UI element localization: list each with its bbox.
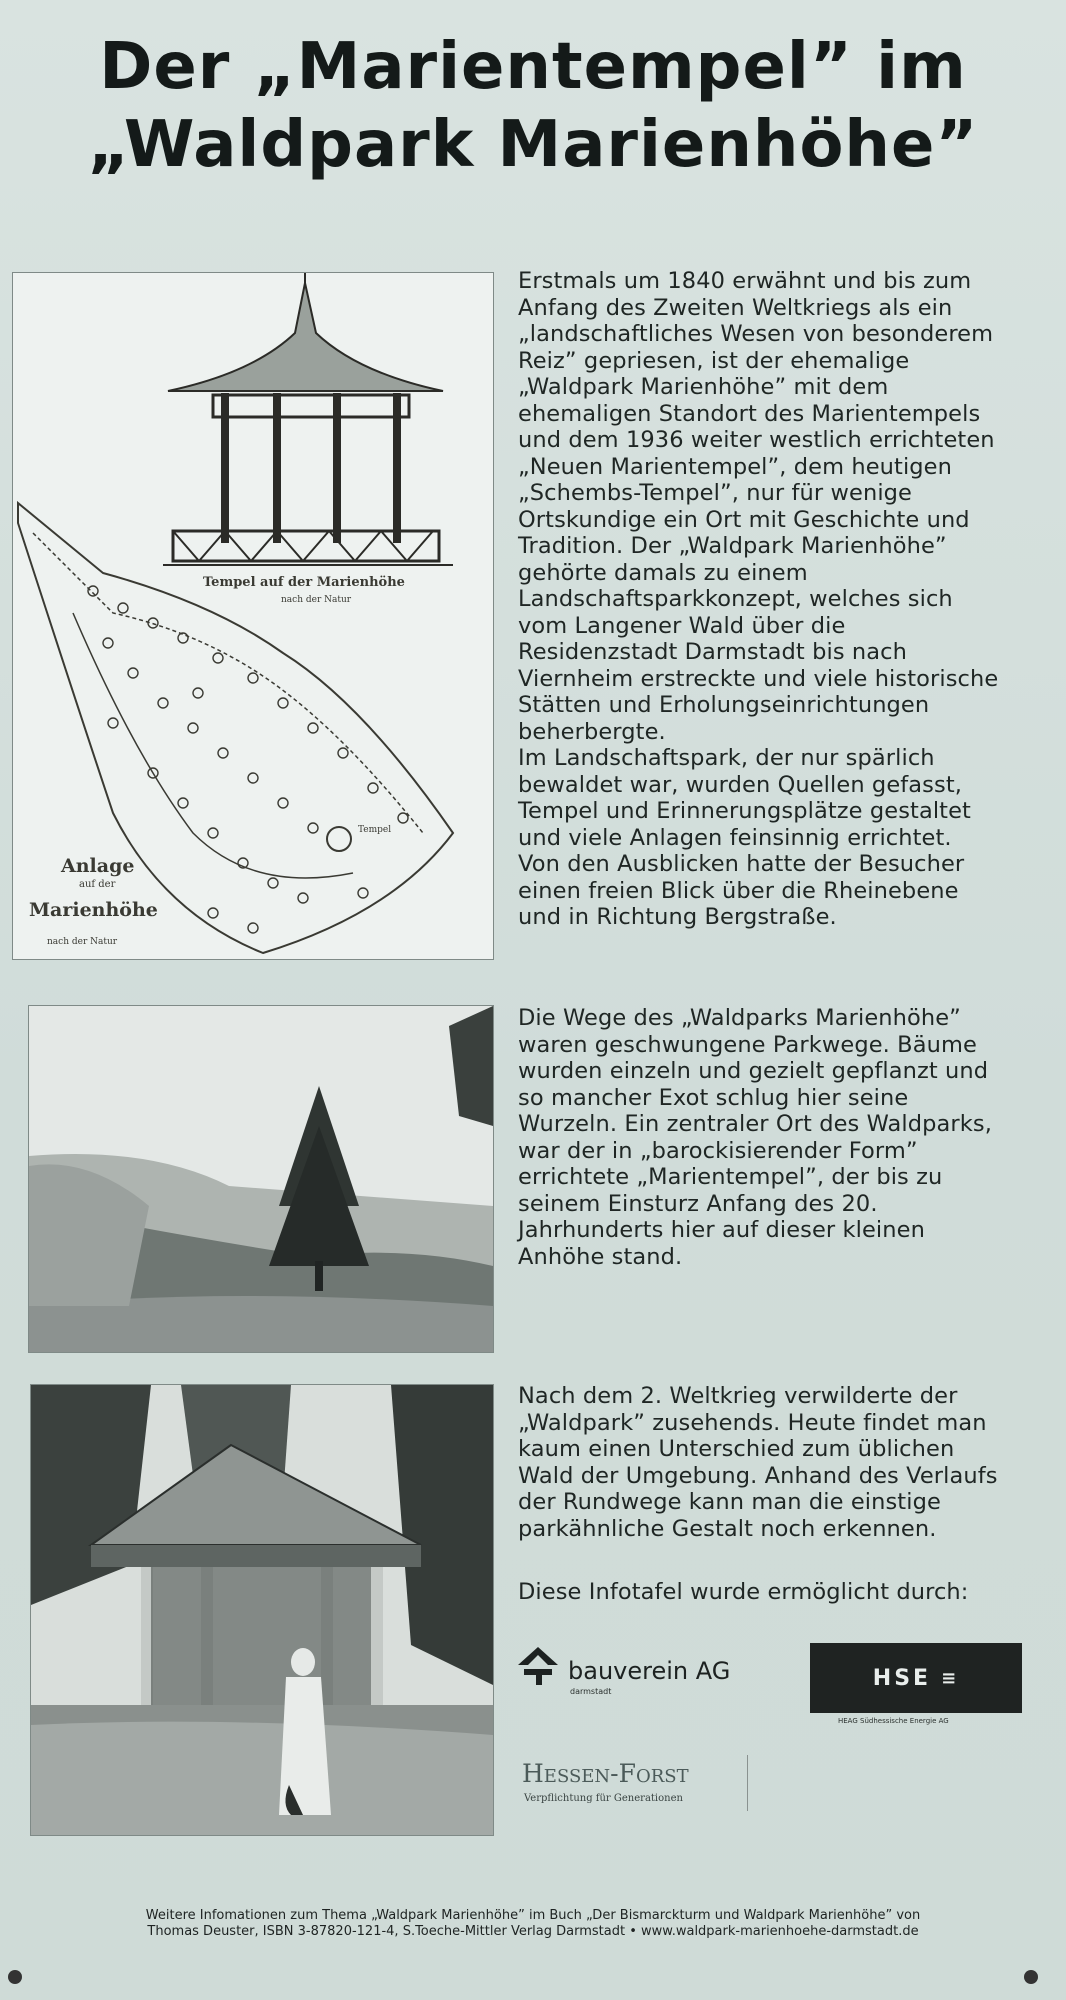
hse-subtitle: HEAG Südhessische Energie AG: [838, 1717, 949, 1725]
bauverein-name: bauverein AG: [568, 1657, 731, 1685]
historic-temple-photo: [30, 1384, 494, 1836]
bauverein-sub: darmstadt: [570, 1687, 612, 1696]
bauverein-emblem-icon: [516, 1645, 560, 1685]
title-line-2: „Waldpark Marienhöhe”: [87, 108, 979, 182]
landscape-drawing: [29, 1006, 493, 1352]
footer-line-1: Weitere Infomationen zum Thema „Waldpark Marienhöhe” im Buch „Der Bismarckturm und Waldpark Marienhöhe” von: [145, 1908, 921, 1923]
title-line-1: Der „Marientempel” im: [99, 30, 967, 104]
footer-info: [30, 1908, 1036, 1940]
bauverein-logo: [516, 1645, 746, 1705]
footer-line-2: Thomas Deuster, ISBN 3-87820-121-4, S.Toeche-Mittler Verlag Darmstadt • www.waldpark-marienhoehe-darmstadt.de: [147, 1924, 919, 1939]
park-landscape-photo: [28, 1005, 494, 1353]
caption-tempel: Tempel auf der Marienhöhe: [203, 575, 405, 590]
temple-map-engraving: [12, 272, 494, 960]
temple-photo-drawing: [31, 1385, 493, 1835]
caption-anlage: Anlage: [61, 855, 135, 877]
map-label-tempel: Tempel: [358, 825, 392, 835]
hessen-forst-name: Hessen-Forst: [522, 1759, 689, 1788]
sponsor-intro: Diese Infotafel wurde ermöglicht durch:: [518, 1579, 969, 1605]
screw-right-icon: [1024, 1970, 1038, 1984]
hessen-forst-logo: [522, 1755, 748, 1811]
hessen-forst-sub: Verpflichtung für Generationen: [524, 1793, 683, 1804]
paragraph-history: Erstmals um 1840 erwähnt und bis zum Anfang des Zweiten Weltkriegs als ein „landschaftliches Wesen von besonderem Reiz” gepriesen, ist der ehemalige „Waldpark Marienhöhe” mit dem ehemaligen Standort des Marientempels und dem 1936 weiter westlich errichteten „Neuen Marientempel”, dem heutigen „Schembs-Tempel”, nur für wenige Ortskundige ein Ort mit Geschichte und Tradition. Der „Waldpark Marienhöhe” gehörte damals zu einem Landschaftsparkkonzept, welches sich vom Langener Wald über die Residenzstadt Darmstadt bis nach Viernheim erstreckte und viele historische Stätten und Erholungseinrichtungen beherbergte. Im Landschaftspark, der nur spärlich bewaldet war, wurden Quellen gefasst, Tempel und Erinnerungsplätze gestaltet und viele Anlagen feinsinnig errichtet. Von den Ausblicken hatte der Besucher einen freien Blick über die Rheinebene und in Richtung Bergstraße.: [518, 268, 999, 930]
paragraph-paths: Die Wege des „Waldparks Marienhöhe” waren geschwungene Parkwege. Bäume wurden einzeln und gezielt gepflanzt und so mancher Exot schlug hier seine Wurzeln. Ein zentraler Ort des Waldparks, war der in „barockisierender Form” errichtete „Marientempel”, der bis zu seinem Einsturz Anfang des 20. Jahrhunderts hier auf dieser kleinen Anhöhe stand.: [518, 1005, 992, 1270]
caption-auf-der: auf der: [79, 879, 116, 890]
page-title: [10, 28, 1056, 184]
hse-emblem-icon: ≡: [941, 1667, 960, 1689]
hse-logo: [810, 1643, 1022, 1713]
paragraph-present: Nach dem 2. Weltkrieg verwilderte der „Waldpark” zusehends. Heute findet man kaum einen Unterschied zum üblichen Wald der Umgebung. Anhand des Verlaufs der Rundwege kann man die einstige parkähnliche Gestalt noch erkennen.: [518, 1383, 998, 1542]
caption-nach-der-natur: nach der Natur: [47, 937, 118, 947]
caption-marienhoehe: Marienhöhe: [29, 899, 158, 921]
caption-tempel-sub: nach der Natur: [281, 595, 352, 605]
hse-name: HSE: [872, 1665, 932, 1691]
screw-left-icon: [8, 1970, 22, 1984]
